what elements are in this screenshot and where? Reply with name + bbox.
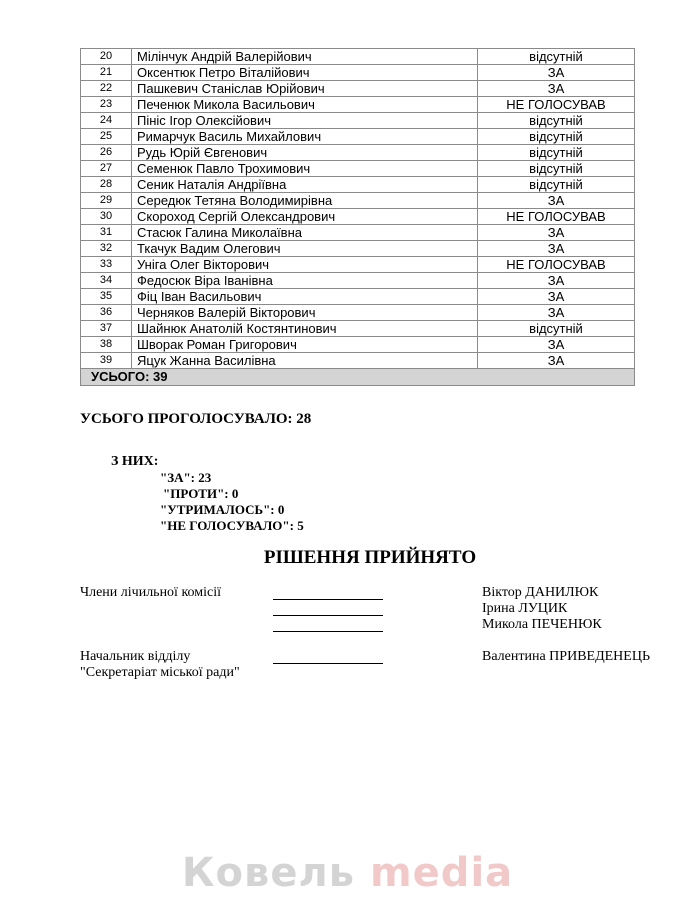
vote-result: відсутній [478, 177, 635, 193]
row-number: 34 [81, 273, 132, 289]
table-row [81, 161, 635, 177]
row-number: 27 [81, 161, 132, 177]
deputy-name: Римарчук Василь Михайлович [132, 129, 478, 145]
deputy-name: Фіц Іван Васильович [132, 289, 478, 305]
table-row [81, 337, 635, 353]
vote-result: відсутній [478, 129, 635, 145]
deputy-name: Середюк Тетяна Володимирівна [132, 193, 478, 209]
deputy-name: Сеник Наталія Андріївна [132, 177, 478, 193]
signature-line [273, 663, 383, 664]
table-row [81, 177, 635, 193]
breakdown-for: "ЗА": 23 [160, 470, 212, 485]
signature-line [273, 615, 383, 616]
row-number: 33 [81, 257, 132, 273]
breakdown-not-voted: "НЕ ГОЛОСУВАЛО": 5 [160, 518, 304, 533]
deputy-name: Яцук Жанна Василівна [132, 353, 478, 369]
table-row [81, 289, 635, 305]
deputy-name: Ткачук Вадим Олегович [132, 241, 478, 257]
total-row [81, 369, 635, 386]
signature-line [273, 631, 383, 632]
table-row [81, 353, 635, 369]
commission-member: Віктор ДАНИЛЮК [482, 585, 599, 600]
deputy-name: Шайнюк Анатолій Костянтинович [132, 321, 478, 337]
deputy-name: Пашкевич Станіслав Юрійович [132, 81, 478, 97]
vote-result: відсутній [478, 161, 635, 177]
watermark-logo [0, 850, 695, 896]
breakdown-abstained: "УТРИМАЛОСЬ": 0 [160, 502, 285, 517]
commission-member: Ірина ЛУЦИК [482, 601, 568, 616]
table-row [81, 209, 635, 225]
vote-result: ЗА [478, 305, 635, 321]
table-row [81, 145, 635, 161]
vote-result: НЕ ГОЛОСУВАВ [478, 209, 635, 225]
vote-result: ЗА [478, 193, 635, 209]
table-row [81, 113, 635, 129]
deputy-name: Печенюк Микола Васильович [132, 97, 478, 113]
table-row [81, 81, 635, 97]
watermark-part-2: media [370, 850, 514, 896]
table-row [81, 65, 635, 81]
row-number: 25 [81, 129, 132, 145]
row-number: 31 [81, 225, 132, 241]
table-row [81, 241, 635, 257]
deputy-name: Пініс Ігор Олексійович [132, 113, 478, 129]
total-voted: УСЬОГО ПРОГОЛОСУВАЛО: 28 [80, 411, 312, 427]
decision-heading: РІШЕННЯ ПРИЙНЯТО [263, 547, 477, 568]
vote-result: ЗА [478, 81, 635, 97]
row-number: 26 [81, 145, 132, 161]
vote-result: ЗА [478, 241, 635, 257]
commission-label: Члени лічильної комісії [80, 585, 222, 600]
deputy-name: Уніга Олег Вікторович [132, 257, 478, 273]
row-number: 24 [81, 113, 132, 129]
row-number: 37 [81, 321, 132, 337]
vote-result: ЗА [478, 337, 635, 353]
table-row [81, 225, 635, 241]
row-number: 21 [81, 65, 132, 81]
vote-result: НЕ ГОЛОСУВАВ [478, 257, 635, 273]
breakdown-against: "ПРОТИ": 0 [163, 486, 239, 501]
row-number: 32 [81, 241, 132, 257]
vote-table-body [81, 49, 635, 369]
row-number: 35 [81, 289, 132, 305]
table-row [81, 49, 635, 65]
row-number: 23 [81, 97, 132, 113]
deputy-name: Оксентюк Петро Віталійович [132, 65, 478, 81]
row-number: 29 [81, 193, 132, 209]
head-name: Валентина ПРИВЕДЕНЕЦЬ [482, 649, 650, 664]
row-number: 36 [81, 305, 132, 321]
of-them-label: З НИХ: [111, 454, 159, 469]
table-row [81, 257, 635, 273]
row-number: 38 [81, 337, 132, 353]
table-row [81, 273, 635, 289]
table-row [81, 129, 635, 145]
vote-result: ЗА [478, 225, 635, 241]
table-row [81, 305, 635, 321]
row-number: 28 [81, 177, 132, 193]
head-label: Начальник відділу "Секретаріат міської ради" [80, 649, 240, 680]
table-row [81, 321, 635, 337]
deputy-name: Шворак Роман Григорович [132, 337, 478, 353]
commission-member: Микола ПЕЧЕНЮК [482, 617, 602, 632]
deputy-name: Мілінчук Андрій Валерійович [132, 49, 478, 65]
total-label: УСЬОГО: 39 [81, 369, 635, 386]
row-number: 20 [81, 49, 132, 65]
row-number: 22 [81, 81, 132, 97]
vote-result: ЗА [478, 273, 635, 289]
watermark-part-1: Ковель [181, 850, 356, 896]
table-row [81, 97, 635, 113]
vote-results-table [80, 48, 635, 386]
table-row [81, 193, 635, 209]
deputy-name: Черняков Валерій Вікторович [132, 305, 478, 321]
deputy-name: Рудь Юрій Євгенович [132, 145, 478, 161]
row-number: 30 [81, 209, 132, 225]
deputy-name: Скороход Сергій Олександрович [132, 209, 478, 225]
vote-result: ЗА [478, 289, 635, 305]
row-number: 39 [81, 353, 132, 369]
deputy-name: Федосюк Віра Іванівна [132, 273, 478, 289]
vote-result: ЗА [478, 65, 635, 81]
vote-result: відсутній [478, 145, 635, 161]
vote-result: відсутній [478, 113, 635, 129]
vote-result: ЗА [478, 353, 635, 369]
deputy-name: Стасюк Галина Миколаївна [132, 225, 478, 241]
vote-result: відсутній [478, 49, 635, 65]
vote-result: НЕ ГОЛОСУВАВ [478, 97, 635, 113]
deputy-name: Семенюк Павло Трохимович [132, 161, 478, 177]
signature-line [273, 599, 383, 600]
vote-result: відсутній [478, 321, 635, 337]
